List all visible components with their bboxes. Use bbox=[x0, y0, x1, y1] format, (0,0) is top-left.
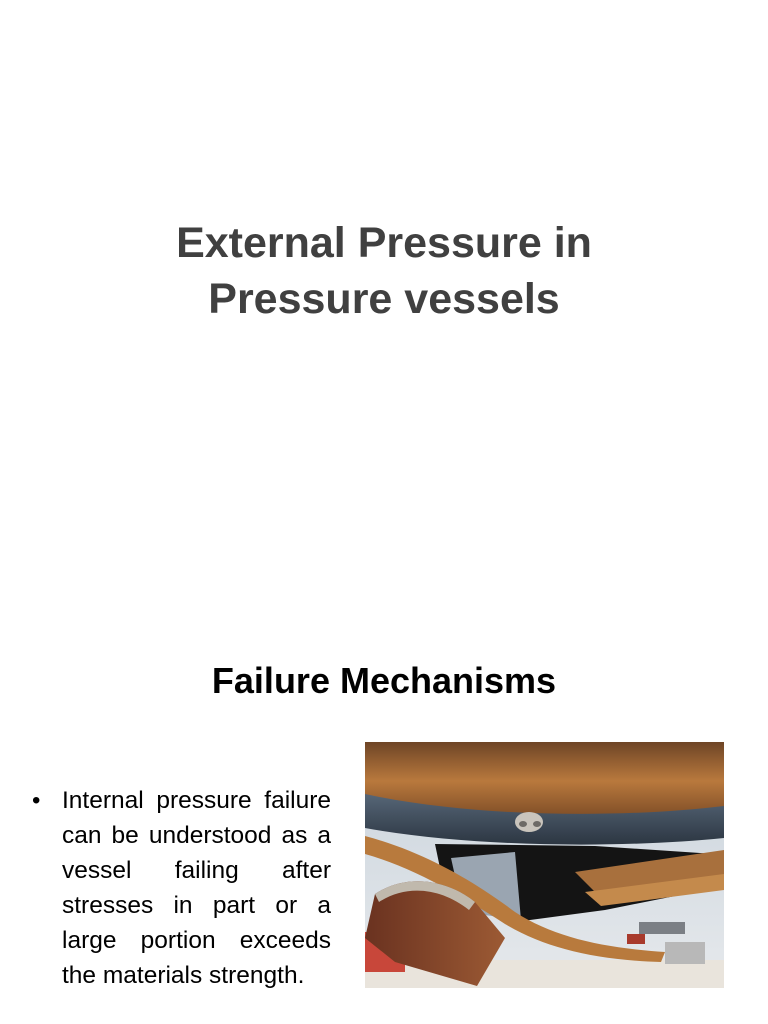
title-line-2: Pressure vessels bbox=[208, 274, 560, 323]
damaged-vessel-photo bbox=[365, 742, 724, 988]
slide-title-heading bbox=[84, 215, 684, 327]
bullet-icon: • bbox=[32, 787, 41, 814]
slide-failure-mechanisms bbox=[0, 576, 768, 1024]
bullet-list bbox=[30, 783, 331, 993]
bullet-text: Internal pressure failure can be understood as a vessel failing after stresses in part or a large portion exceeds the materials strength. bbox=[62, 787, 331, 989]
title-line-1: External Pressure in bbox=[176, 218, 592, 267]
slide-heading: Failure Mechanisms bbox=[211, 659, 557, 701]
bullet-item bbox=[30, 783, 331, 993]
